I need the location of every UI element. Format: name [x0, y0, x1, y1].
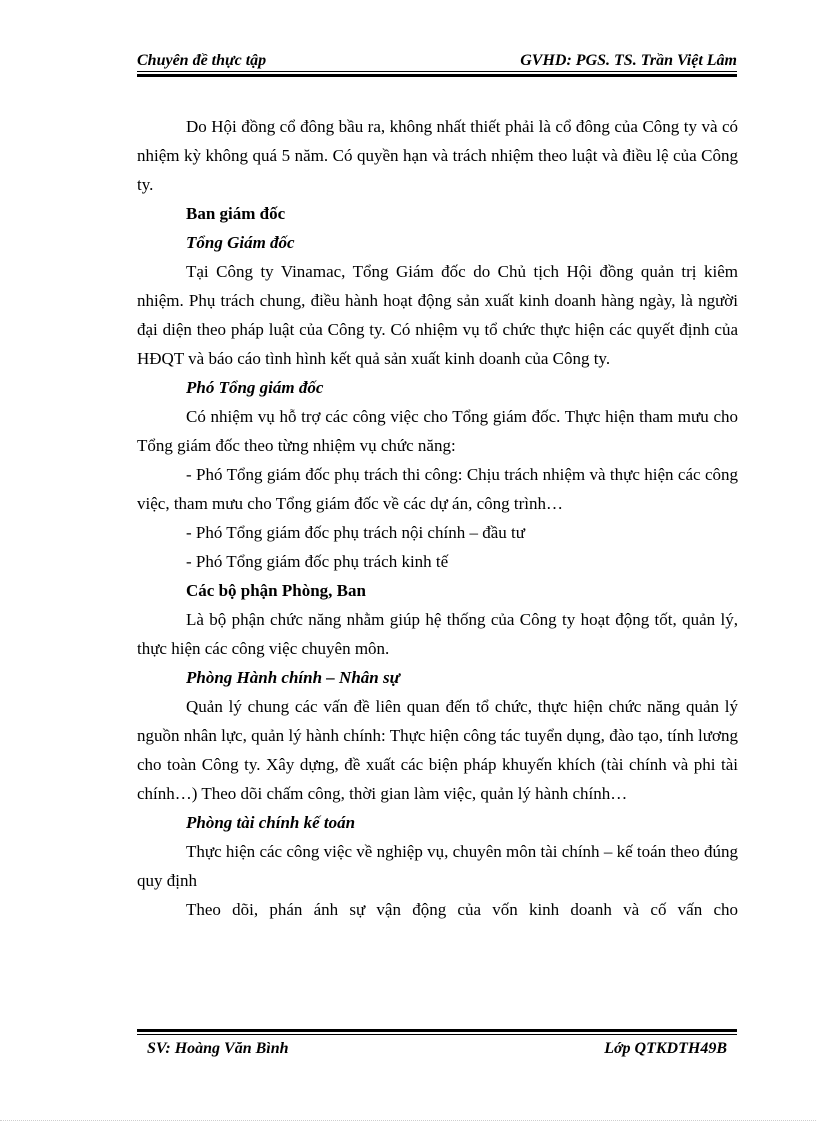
paragraph: Do Hội đồng cổ đông bầu ra, không nhất thiết phải là cổ đông của Công ty và có nhiệm kỳ không quá 5 năm. Có quyền hạn và trách nhiệm theo luật và điều lệ của Công ty. [137, 117, 738, 194]
section-heading: Ban giám đốc [186, 204, 286, 223]
paragraph: Thực hiện các công việc về nghiệp vụ, chuyên môn tài chính – kế toán theo đúng quy định [137, 842, 738, 890]
list-item: - Phó Tổng giám đốc phụ trách nội chính – đầu tư [186, 523, 525, 542]
section-heading: Các bộ phận Phòng, Ban [186, 581, 366, 600]
footer-rule-thick [137, 1029, 737, 1032]
subsection-heading: Phòng tài chính kế toán [186, 813, 356, 832]
header-supervisor: GVHD: PGS. TS. Trần Việt Lâm [520, 52, 737, 69]
list-item: - Phó Tổng giám đốc phụ trách thi công: Chịu trách nhiệm và thực hiện các công việc, tham mưu cho Tổng giám đốc về các dự án, công trình… [137, 465, 738, 513]
paragraph: Quản lý chung các vấn đề liên quan đến tổ chức, thực hiện chức năng quản lý nguồn nhân lực, quản lý hành chính: Thực hiện công tác tuyển dụng, đào tạo, tính lương cho toàn Công ty. Xây dựng, đề xuất các biện pháp khuyến khích (tài chính và phi tài chính…) Theo dõi chấm công, thời gian làm việc, quản lý hành chính… [137, 697, 738, 803]
footer-class: Lớp QTKDTH49B [604, 1040, 727, 1057]
paragraph: Tại Công ty Vinamac, Tổng Giám đốc do Chủ tịch Hội đồng quản trị kiêm nhiệm. Phụ trách chung, điều hành hoạt động sản xuất kinh doanh hàng ngày, là người đại diện theo pháp luật của Công ty. Có nhiệm vụ tổ chức thực hiện các quyết định của HĐQT và báo cáo tình hình kết quả sản xuất kinh doanh của Công ty. [137, 262, 738, 368]
paragraph: Có nhiệm vụ hỗ trợ các công việc cho Tổng giám đốc. Thực hiện tham mưu cho Tổng giám đốc theo từng nhiệm vụ chức năng: [137, 407, 738, 455]
subsection-heading: Tổng Giám đốc [186, 233, 295, 252]
footer-student: SV: Hoàng Văn Bình [147, 1040, 289, 1057]
list-item: - Phó Tổng giám đốc phụ trách kinh tế [186, 552, 449, 571]
subsection-heading: Phó Tổng giám đốc [186, 378, 324, 397]
header-title: Chuyên đề thực tập [137, 52, 267, 69]
subsection-heading: Phòng Hành chính – Nhân sự [186, 668, 400, 687]
page-header [137, 46, 737, 70]
page-edge [0, 1120, 816, 1121]
page-footer [147, 1038, 727, 1060]
document-body [137, 112, 738, 924]
footer-rule [137, 1034, 737, 1035]
header-rule-thick [137, 74, 737, 77]
paragraph: Theo dõi, phán ánh sự vận động của vốn kinh doanh và cố vấn cho [186, 900, 738, 919]
paragraph: Là bộ phận chức năng nhằm giúp hệ thống của Công ty hoạt động tốt, quản lý, thực hiện các công việc chuyên môn. [137, 610, 738, 658]
header-rule [137, 71, 737, 72]
